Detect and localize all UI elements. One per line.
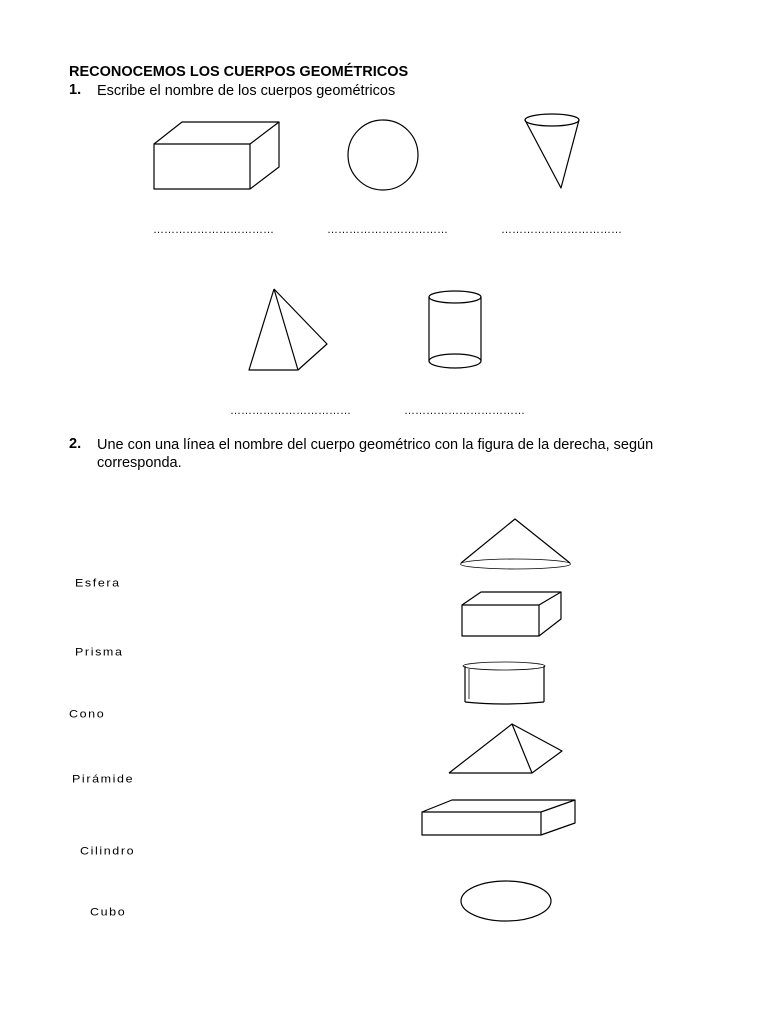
question-1-number: 1. bbox=[69, 82, 82, 98]
question-2-number: 2. bbox=[69, 436, 82, 452]
answer-blank-4[interactable]: …………………………… bbox=[230, 405, 351, 417]
cylinder-icon bbox=[424, 288, 489, 373]
cone-figure-icon[interactable] bbox=[458, 516, 574, 574]
answer-blank-1[interactable]: …………………………… bbox=[153, 224, 274, 236]
rectangular-prism-icon bbox=[150, 118, 285, 193]
cone-icon bbox=[522, 110, 587, 195]
name-cubo[interactable]: Cubo bbox=[90, 906, 127, 919]
answer-blank-2[interactable]: …………………………… bbox=[327, 224, 448, 236]
page-title: RECONOCEMOS LOS CUERPOS GEOMÉTRICOS bbox=[69, 64, 409, 80]
pyramid-figure-icon[interactable] bbox=[446, 721, 566, 777]
question-2-text: Une con una línea el nombre del cuerpo geométrico con la figura de la derecha, según corresponda. bbox=[97, 437, 654, 471]
pyramid-icon bbox=[245, 286, 335, 376]
name-prisma[interactable]: Prisma bbox=[75, 646, 124, 659]
sphere-figure-icon[interactable] bbox=[458, 878, 556, 924]
name-piramide[interactable]: Pirámide bbox=[72, 773, 135, 786]
question-1-text: Escribe el nombre de los cuerpos geométricos bbox=[97, 83, 396, 99]
cube-figure-icon[interactable] bbox=[459, 589, 565, 639]
name-cono[interactable]: Cono bbox=[69, 708, 106, 721]
cylinder-figure-icon[interactable] bbox=[461, 659, 551, 707]
name-cilindro[interactable]: Cilindro bbox=[80, 845, 136, 858]
answer-blank-5[interactable]: …………………………… bbox=[404, 405, 525, 417]
answer-blank-3[interactable]: …………………………… bbox=[501, 224, 622, 236]
name-esfera[interactable]: Esfera bbox=[75, 577, 121, 590]
sphere-icon bbox=[344, 120, 424, 195]
rectangular-prism-figure-icon[interactable] bbox=[419, 797, 579, 839]
